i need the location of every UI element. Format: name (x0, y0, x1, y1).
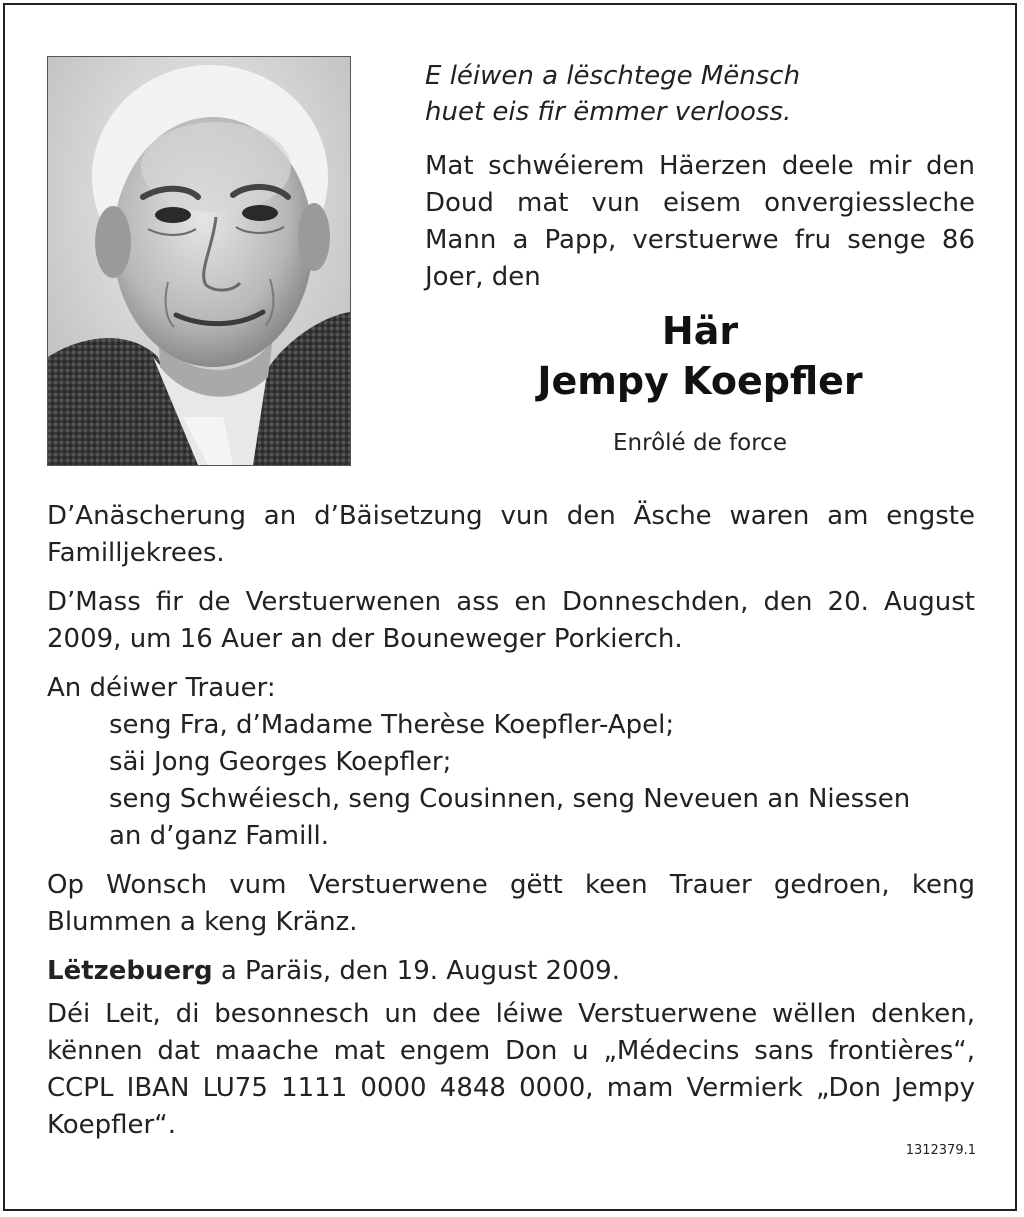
mourners-section (47, 670, 975, 855)
portrait-image (48, 57, 350, 465)
salutation: Här (661, 309, 739, 353)
deceased-note: Enrôlé de force (613, 430, 787, 456)
place-date-line (47, 953, 975, 990)
mourner-line: seng Schwéiesch, seng Cousinnen, seng Neveuen an Niessen (109, 784, 911, 814)
cremation-paragraph: D’Anäscherung an d’Bäisetzung vun den Äsche waren am engste Familljekrees. (47, 501, 975, 568)
mourners-list (47, 707, 975, 855)
notice-body (47, 498, 975, 1156)
mass-paragraph: D’Mass fir de Verstuerwenen ass en Donneschden, den 20. August 2009, um 16 Auer an der Bouneweger Porkierch. (47, 587, 975, 654)
reference-number: 1312379.1 (905, 1143, 976, 1158)
donation-paragraph: Déi Leit, di besonnesch un dee léiwe Verstuerwene wëllen denken, kënnen dat maache mat engem Don u „Médecins sans frontières“, CCPL IBAN LU75 1111 0000 4848 0000, mam Vermierk „Don Jempy Koepfler“. (47, 999, 975, 1140)
place-name: Lëtzebuerg (47, 956, 213, 986)
deceased-name: Jempy Koepfler (537, 359, 863, 403)
intro-line-1: E léiwen a lëschtege Mënsch (425, 61, 801, 91)
mourner-line: säi Jong Georges Koepfler; (109, 747, 452, 777)
lead-paragraph: Mat schwéierem Häerzen deele mir den Doud mat vun eisem onvergiessleche Mann a Papp, verstuerwe fru senge 86 Joer, den (425, 151, 975, 292)
wish-paragraph: Op Wonsch vum Verstuerwene gëtt keen Trauer gedroen, keng Blummen a keng Kränz. (47, 870, 975, 937)
intro-line-2: huet eis fir ëmmer verlooss. (425, 97, 792, 127)
portrait-photo (47, 56, 351, 466)
deceased-block (425, 306, 975, 458)
mourning-intro: An déiwer Trauer: (47, 673, 276, 703)
mourner-line: seng Fra, d’Madame Therèse Koepfler-Apel; (109, 710, 675, 740)
intro-verse (425, 58, 975, 130)
mourner-line: an d’ganz Famill. (109, 821, 330, 851)
place-date: a Paräis, den 19. August 2009. (220, 956, 620, 986)
